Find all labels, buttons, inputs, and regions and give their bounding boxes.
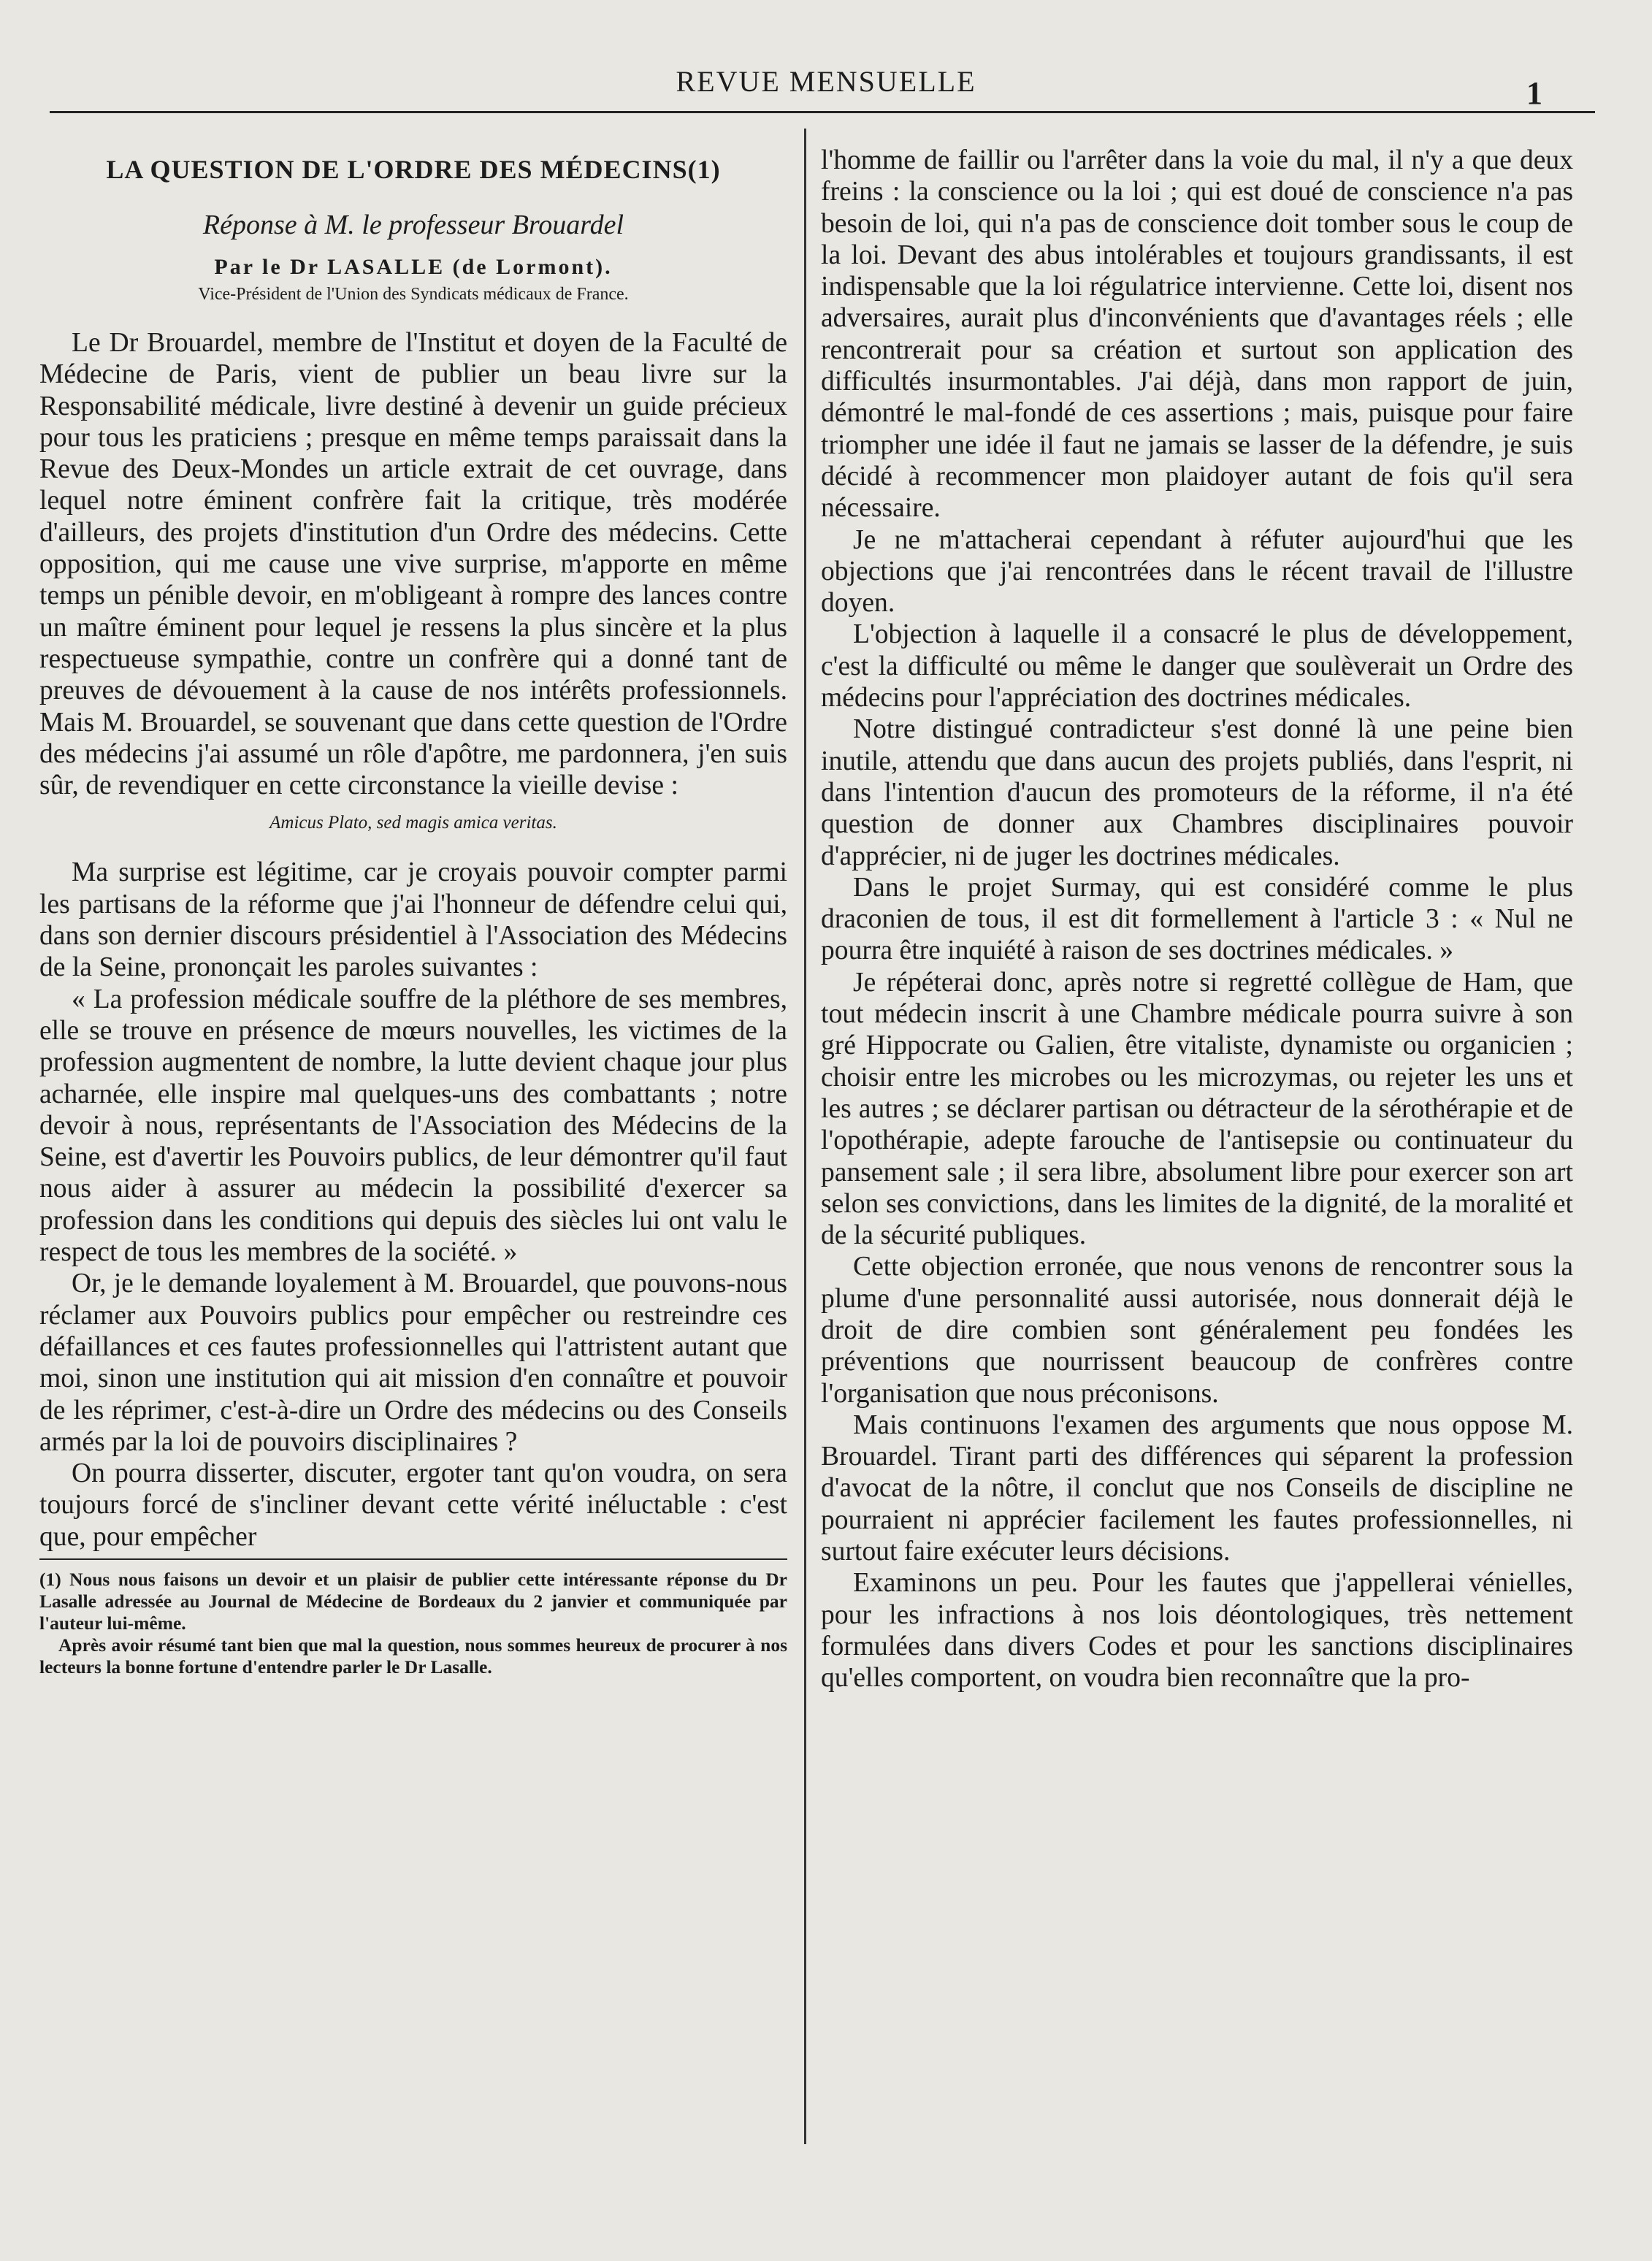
header-rule [50, 111, 1595, 113]
paragraph: l'homme de faillir ou l'arrêter dans la voie du mal, il n'y a que deux freins : la conscience ou la loi ; qui est doué de conscience n'a pas besoin de loi, qui n'a pas de conscience doit tomber sous le coup de la loi. Devant des abus intolérables et toujours grandissants, il est indispensable que la loi régulatrice intervienne. Cette loi, disent nos adversaires, aurait plus d'inconvénients que d'avantages réels ; elle rencontrerait pour sa création et surtout son application des difficultés insurmontables. J'ai déjà, dans mon rapport de juin, démontré le mal-fondé de ces assertions ; mais, puisque pour faire triompher une idée il faut ne jamais se lasser de la défendre, je suis décidé à recommencer mon plaidoyer autant de fois qu'il sera nécessaire. [821, 145, 1573, 524]
article-byline: Par le Dr LASALLE (de Lormont). [214, 255, 613, 279]
right-column [821, 145, 1573, 2243]
footnote: (1) Nous nous faisons un devoir et un plaisir de publier cette intéressante réponse du Dr Lasalle adressée au Journal de Médecine de Bordeaux du 2 janvier et communiquée par l'auteur lui-même. [39, 1568, 787, 1634]
paragraph: Ma surprise est légitime, car je croyais pouvoir compter parmi les partisans de la réforme que j'ai l'honneur de défendre celui qui, dans son dernier discours présidentiel à l'Association des Médecins de la Seine, prononçait les paroles suivantes : [39, 857, 787, 983]
paragraph: On pourra disserter, discuter, ergoter tant qu'on voudra, on sera toujours forcé de s'incliner devant cette vérité inéluctable : c'est que, pour empêcher [39, 1458, 787, 1552]
paragraph: Or, je le demande loyalement à M. Brouardel, que pouvons-nous réclamer aux Pouvoirs publics pour empêcher ou restreindre ces défaillances et ces fautes professionnelles qui l'attristent autant que moi, sinon une institution qui ait mission d'en connaître et pouvoir de les réprimer, c'est-à-dire un Ordre des médecins ou des Conseils armés par la loi de pouvoirs disciplinaires ? [39, 1269, 787, 1457]
footnote: Après avoir résumé tant bien que mal la question, nous sommes heureux de procurer à nos lecteurs la bonne fortune d'entendre parler le Dr Lasalle. [39, 1634, 787, 1677]
author-affiliation: Vice-Président de l'Union des Syndicats médicaux de France. [198, 285, 629, 304]
column-divider [804, 129, 806, 2144]
article-subtitle: Réponse à M. le professeur Brouardel [202, 210, 624, 240]
page-number: 1 [1526, 75, 1542, 111]
paragraph: Mais continuons l'examen des arguments que nous oppose M. Brouardel. Tirant parti des différences qui séparent la profession d'avocat de la nôtre, il conclut que nos Conseils de discipline ne pourraient ni apprécier facilement les fautes professionnelles, ni surtout faire exécuter leurs décisions. [821, 1409, 1573, 1567]
paragraph: Je répéterai donc, après notre si regretté collègue de Ham, que tout médecin inscrit à une Chambre médicale pourra suivre à son gré Hippocrate ou Galien, être vitaliste, dynamiste ou organicien ; choisir entre les microbes ou les microzymas, ou rejeter les uns et les autres ; se déclarer partisan ou détracteur de la sérothérapie et de l'opothérapie, adepte farouche de l'antisepsie ou continuateur du pansement sale ; il sera libre, absolument libre pour exercer son art selon ses convictions, dans les limites de la dignité, de la moralité et de la sécurité publiques. [821, 967, 1573, 1251]
running-title: REVUE MENSUELLE [676, 65, 976, 98]
quoted-paragraph: « La profession médicale souffre de la pléthore de ses membres, elle se trouve en présence de mœurs nouvelles, les victimes de la profession augmentent de nombre, la lutte devient chaque jour plus acharnée, elle inspire mal quelques-uns des combattants ; notre devoir à nous, représentants de l'Association des Médecins de la Seine, est d'avertir les Pouvoirs publics, de leur démontrer qu'il faut nous aider à assurer au médecin la possibilité d'exercer sa profession dans les conditions qui depuis des siècles lui ont valu le respect de tous les membres de la société. » [39, 984, 787, 1268]
footnote-rule [39, 1558, 787, 1560]
latin-citation: Amicus Plato, sed magis amica veritas. [269, 813, 557, 833]
paragraph: Je ne m'attacherai cependant à réfuter aujourd'hui que les objections que j'ai rencontrées dans le récent travail de l'illustre doyen. [821, 524, 1573, 619]
article-title: LA QUESTION DE L'ORDRE DES MÉDECINS(1) [106, 155, 721, 184]
paragraph: Dans le projet Surmay, qui est considéré comme le plus draconien de tous, il est dit formellement à l'article 3 : « Nul ne pourra être inquiété à raison de ses doctrines médicales. » [821, 872, 1573, 966]
paragraph: Cette objection erronée, que nous venons de rencontrer sous la plume d'une personnalité aussi autorisée, nous donnerait déjà le droit de dire combien sont généralement peu fondées les préventions que nourrissent beaucoup de confrères contre l'organisation que nous préconisons. [821, 1252, 1573, 1409]
paragraph: Examinons un peu. Pour les fautes que j'appellerai vénielles, pour les infractions à nos lois déontologiques, très nettement formulées dans divers Codes et pour les sanctions disciplinaires qu'elles comportent, on voudra bien reconnaître que la pro- [821, 1568, 1573, 1694]
paragraph: Le Dr Brouardel, membre de l'Institut et doyen de la Faculté de Médecine de Paris, vient de publier un beau livre sur la Responsabilité médicale, livre destiné à devenir un guide précieux pour tous les praticiens ; presque en même temps paraissait dans la Revue des Deux-Mondes un article extrait de cet ouvrage, dans lequel notre éminent confrère fait la critique, très modérée d'ailleurs, des projets d'institution d'un Ordre des médecins. Cette opposition, qui me cause une vive surprise, m'apporte en même temps un pénible devoir, en m'obligeant à rompre des lances contre un maître éminent pour lequel je ressens la plus sincère et la plus respectueuse sympathie, contre un confrère qui a donné tant de preuves de dévouement à la cause de nos intérêts professionnels. Mais M. Brouardel, se souvenant que dans cette question de l'Ordre des médecins j'ai assumé un rôle d'apôtre, me pardonnera, j'en suis sûr, de revendiquer en cette circonstance la vieille devise : [39, 328, 787, 801]
paragraph: Notre distingué contradicteur s'est donné là une peine bien inutile, attendu que dans aucun des projets publiés, dans l'esprit, ni dans l'intention d'aucun des promoteurs de la réforme, il n'a été question de donner aux Chambres disciplinaires pouvoir d'apprécier, ni de juger les doctrines médicales. [821, 714, 1573, 871]
paragraph: L'objection à laquelle il a consacré le plus de développement, c'est la difficulté ou même le danger que soulèverait un Ordre des médecins pour l'appréciation des doctrines médicales. [821, 619, 1573, 714]
left-column [39, 145, 787, 2243]
